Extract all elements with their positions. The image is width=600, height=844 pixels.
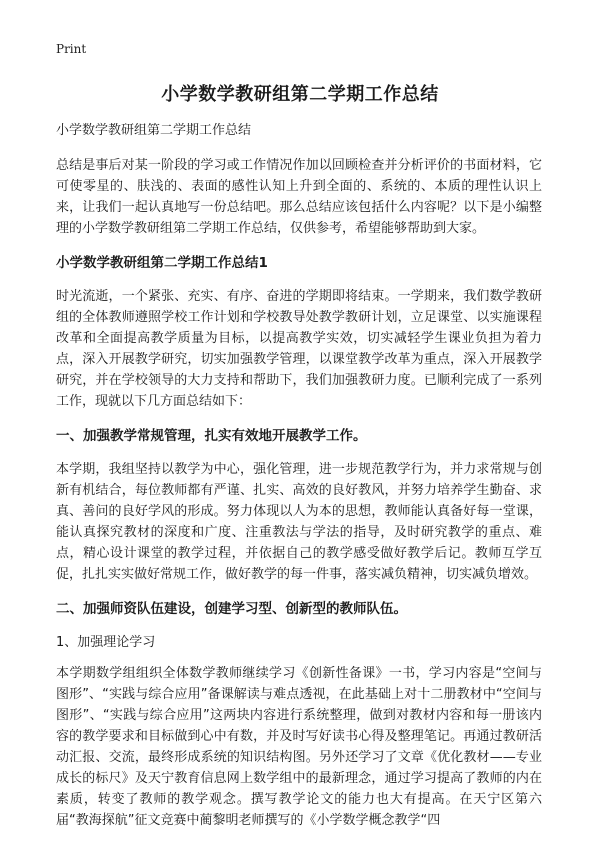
sub-heading: 1、加强理论学习 — [56, 635, 156, 650]
article-body — [56, 120, 542, 844]
section-title: 小学数学教研组第二学期工作总结1 — [56, 255, 268, 271]
page-title: 小学数学教研组第二学期工作总结 — [161, 84, 439, 105]
paragraph-3: 本学期数学组组织全体数学教师继续学习《创新性备课》一书，学习内容是“空间与图形”、“实践与综合应用”备课解读与难点透视，在此基础上对十二册教材中“空间与图形”、“实践与综合应用”这两块内容进行系统整理，做到对教材内容和每一册该内容的教学要求和目标做到心中有数，并及时写好读书心得及整理笔记。再通过教研活动汇报、交流，最终形成系统的知识结构图。另外还学习了文章《优化教材——专业成长的标尺》及天宁教育信息网上数学组中的最新理念，通过学习提高了教师的内在素质，转变了教师的教学观念。撰写教学论文的能力也大有提高。在天宁区第六届“教海探航”征文竞赛中蔺黎明老师撰写的《小学数学概念教学“四 — [56, 666, 542, 828]
paragraph-2: 本学期，我组坚持以教学为中心，强化管理，进一步规范教学行为，并力求常规与创新有机结合，每位教师都有严谨、扎实、高效的良好教风，并努力培养学生勤奋、求真、善问的良好学风的形成。努力体现以人为本的思想，教师能认真备好每一堂课，能认真探究教材的深度和广度、注重教法与学法的指导，及时研究教学的重点、难点，精心设计课堂的教学过程，并依据自己的教学感受做好教学后记。教师互学互促，扎扎实实做好常规工作，做好教学的每一件事，落实减负精神，切实减负增效。 — [56, 462, 542, 582]
paragraph-1: 时光流逝，一个紧张、充实、有序、奋进的学期即将结束。一学期来，我们数学教研组的全体教师遵照学校工作计划和学校教导处教学教研计划，立足课堂、以实施课程改革和全面提高教学质量为目标，以提高教学实效，切实减轻学生课业负担为着力点，深入开展教学研究，切实加强教学管理，以课堂教学改革为重点，深入开展教学研究，并在学校领导的大力支持和帮助下，我们加强教研力度。已顺利完成了一系列工作，现就以下几方面总结如下： — [56, 289, 542, 409]
heading-2: 二、加强师资队伍建设，创建学习型、创新型的教师队伍。 — [56, 601, 407, 617]
article-subtitle: 小学数学教研组第二学期工作总结 — [56, 123, 252, 138]
print-link[interactable]: Print — [56, 42, 87, 56]
heading-1: 一、加强教学常规管理，扎实有效地开展教学工作。 — [56, 428, 367, 444]
intro-paragraph: 总结是事后对某一阶段的学习或工作情况作加以回顾检查并分析评价的书面材料，它可使零星的、肤浅的、表面的感性认知上升到全面的、系统的、本质的理性认识上来，让我们一起认真地写一份总结吧。那么总结应该包括什么内容呢？以下是小编整理的小学数学教研组第二学期工作总结，仅供参考，希望能够帮助到大家。 — [56, 158, 542, 236]
